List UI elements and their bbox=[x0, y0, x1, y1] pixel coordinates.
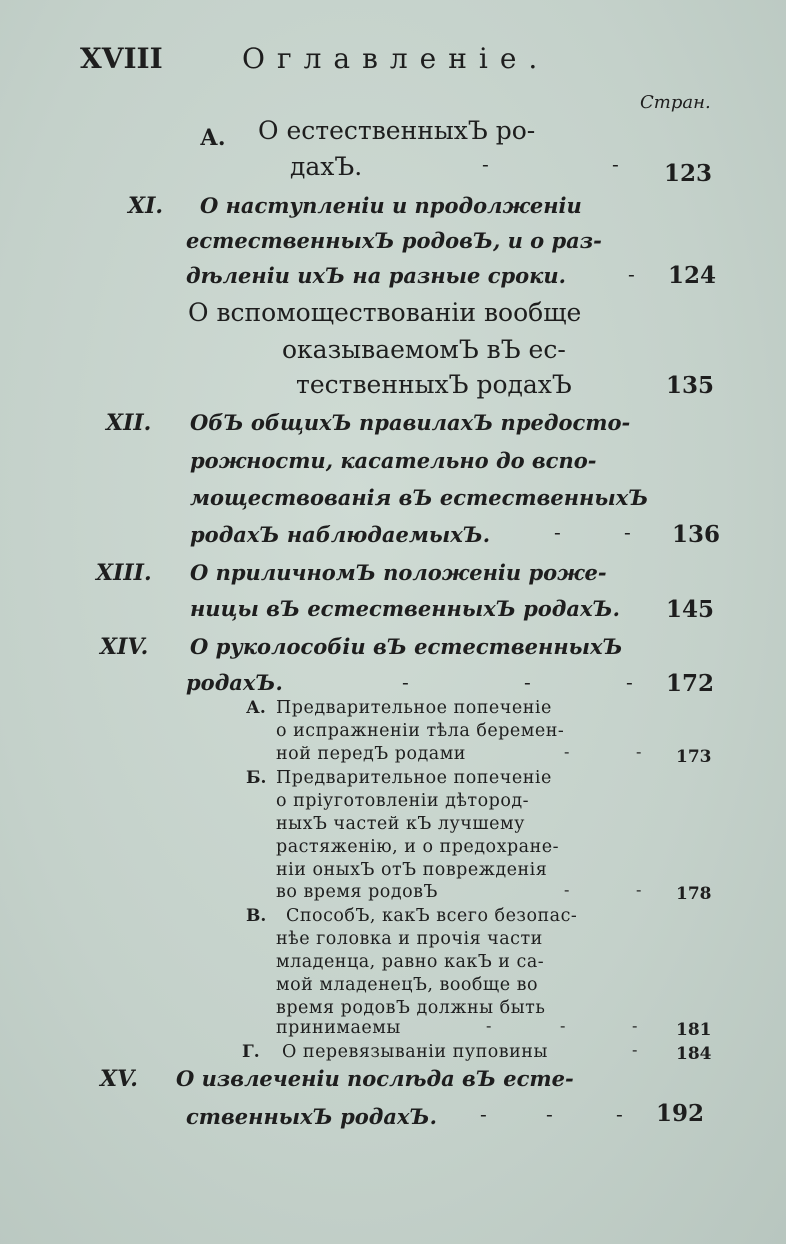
entry-letter: Г. bbox=[242, 1042, 260, 1062]
leader-dash: - bbox=[524, 670, 531, 694]
entry-page: 173 bbox=[676, 747, 712, 767]
entry-line: ныхЪ частей кЪ лучшему bbox=[276, 814, 525, 834]
entry-line: ницы вЪ естественныхЪ родахЪ. bbox=[190, 596, 620, 621]
leader-dash: - bbox=[554, 520, 561, 544]
entry-line: О приличномЪ положенiи роже- bbox=[190, 560, 607, 585]
leader-dash: - bbox=[486, 1016, 492, 1035]
entry-page: 192 bbox=[656, 1100, 705, 1127]
entry-line: О перевязыванiи пуповины bbox=[282, 1042, 548, 1062]
entry-letter: В. bbox=[246, 906, 267, 926]
entry-line: тественныхЪ родахЪ bbox=[296, 370, 572, 399]
page-numeral: XVIII bbox=[80, 42, 163, 75]
entry-line: Предварительное попеченiе bbox=[276, 768, 552, 788]
chapter-numeral: XI. bbox=[128, 193, 164, 219]
entry-page: 181 bbox=[676, 1020, 712, 1040]
entry-line: оказываемомЪ вЪ ес- bbox=[282, 335, 566, 364]
leader-dash: - bbox=[564, 742, 570, 761]
entry-line: родахЪ. bbox=[186, 670, 283, 695]
entry-line: дахЪ. bbox=[290, 152, 363, 181]
entry-line: ОбЪ общихЪ правилахЪ предосто- bbox=[190, 410, 631, 435]
entry-line: во время родовЪ bbox=[276, 882, 438, 902]
pages-column-label: Стран. bbox=[640, 92, 711, 113]
entry-page: 135 bbox=[666, 372, 715, 399]
leader-dash: - bbox=[632, 1016, 638, 1035]
entry-line: Предварительное попеченiе bbox=[276, 698, 552, 718]
chapter-numeral: XIII. bbox=[96, 560, 152, 586]
entry-letter: А. bbox=[200, 125, 226, 151]
leader-dash: - bbox=[612, 152, 619, 176]
page-title: Оглавленiе. bbox=[242, 42, 550, 75]
entry-line: О руколособiи вЪ естественныхЪ bbox=[190, 634, 623, 659]
leader-dash: - bbox=[560, 1016, 566, 1035]
leader-dash: - bbox=[626, 670, 633, 694]
entry-line: О вспомоществованiи вообще bbox=[188, 298, 582, 327]
leader-dash: - bbox=[624, 520, 631, 544]
entry-line: естественныхЪ родовЪ, и о раз- bbox=[186, 228, 602, 253]
entry-line: рожности, касательно до вспо- bbox=[190, 448, 597, 473]
page-header bbox=[80, 40, 720, 84]
leader-dash: - bbox=[402, 670, 409, 694]
entry-line: О естественныхЪ ро- bbox=[258, 116, 536, 145]
entry-line: моществованiя вЪ естественныхЪ bbox=[190, 485, 649, 510]
entry-line: О извлеченiи послѣда вЪ есте- bbox=[176, 1066, 574, 1091]
entry-line: о испражненiи тѣла беремен- bbox=[276, 721, 565, 741]
entry-line: нѣе головка и прочiя части bbox=[276, 929, 543, 949]
entry-line: ной передЪ родами bbox=[276, 744, 466, 764]
entry-line: время родовЪ должны быть bbox=[276, 998, 546, 1018]
entry-page: 123 bbox=[664, 160, 713, 187]
leader-dash: - bbox=[628, 262, 635, 286]
entry-line: растяженiю, и о предохране- bbox=[276, 837, 560, 857]
entry-page: 136 bbox=[672, 521, 721, 548]
entry-letter: Б. bbox=[246, 768, 267, 788]
leader-dash: - bbox=[632, 1040, 638, 1059]
entry-line: о прiуготовленiи дѣтород- bbox=[276, 791, 530, 811]
chapter-numeral: XV. bbox=[100, 1066, 138, 1092]
entry-page: 145 bbox=[666, 596, 715, 623]
leader-dash: - bbox=[636, 880, 642, 899]
entry-line: родахЪ наблюдаемыхЪ. bbox=[190, 522, 491, 547]
entry-letter: А. bbox=[246, 698, 266, 718]
entry-line: принимаемы bbox=[276, 1018, 401, 1038]
entry-line: дѣленiи ихЪ на разные сроки. bbox=[186, 263, 566, 288]
entry-line: СпособЪ, какЪ всего безопас- bbox=[286, 906, 578, 926]
entry-page: 178 bbox=[676, 884, 712, 904]
entry-line: мой младенецЪ, вообще во bbox=[276, 975, 539, 995]
leader-dash: - bbox=[546, 1102, 553, 1126]
chapter-numeral: XII. bbox=[106, 410, 152, 436]
entry-page: 124 bbox=[668, 262, 717, 289]
leader-dash: - bbox=[564, 880, 570, 899]
entry-line: О наступленiи и продолженiи bbox=[200, 193, 582, 218]
leader-dash: - bbox=[636, 742, 642, 761]
leader-dash: - bbox=[482, 152, 489, 176]
chapter-numeral: XIV. bbox=[100, 634, 149, 660]
leader-dash: - bbox=[616, 1102, 623, 1126]
leader-dash: - bbox=[480, 1102, 487, 1126]
entry-page: 172 bbox=[666, 670, 715, 697]
entry-page: 184 bbox=[676, 1044, 712, 1064]
entry-line: ственныхЪ родахЪ. bbox=[186, 1104, 437, 1129]
entry-line: младенца, равно какЪ и са- bbox=[276, 952, 545, 972]
entry-line: нiи оныхЪ отЪ поврежденiя bbox=[276, 860, 548, 880]
